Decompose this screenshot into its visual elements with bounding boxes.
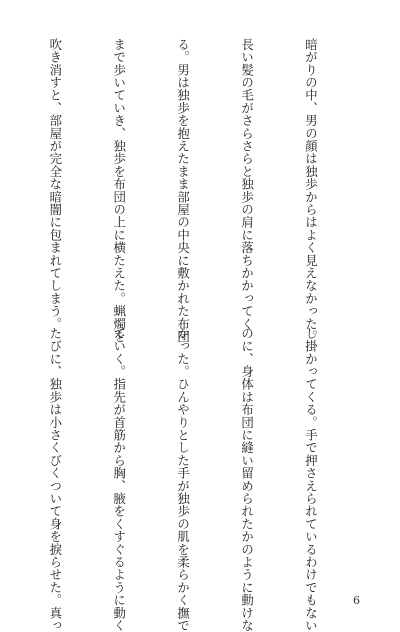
text-column	[0, 327, 2, 601]
text-column: る。男は独歩を抱えたまま部屋の中央に敷かれた布団	[175, 38, 191, 343]
text-column: 吹き消すと、部屋が完全な暗闇に包まれてしまう。	[47, 38, 63, 331]
lower-text-block	[0, 327, 364, 632]
text-column: まで歩いていき、独歩を布団の上に横たえた。蝋燭を	[111, 38, 127, 343]
upper-text-block	[0, 38, 364, 343]
text-column: ていく。指先が首筋から胸、腋をくすぐるように動く	[111, 327, 127, 632]
text-column: し掛かってくる。手で押さえられているわけでもない	[303, 327, 319, 632]
text-column: 暗がりの中、男の顔は独歩からはよく見えなかった。	[303, 38, 319, 343]
text-column: 長い髪の毛がさらさらと独歩の肩に落ちかかってく	[239, 38, 255, 331]
text-column: かった。ひんやりとした手が独歩の肌を柔らかく撫で	[175, 327, 191, 632]
text-column: のに、身体は布団に縫い留められたかのように動けな	[239, 327, 255, 632]
text-column	[0, 38, 2, 312]
page-number: 6	[353, 594, 360, 607]
text-column: たびに、独歩は小さくびくついて身を捩らせた。真っ	[47, 327, 63, 632]
